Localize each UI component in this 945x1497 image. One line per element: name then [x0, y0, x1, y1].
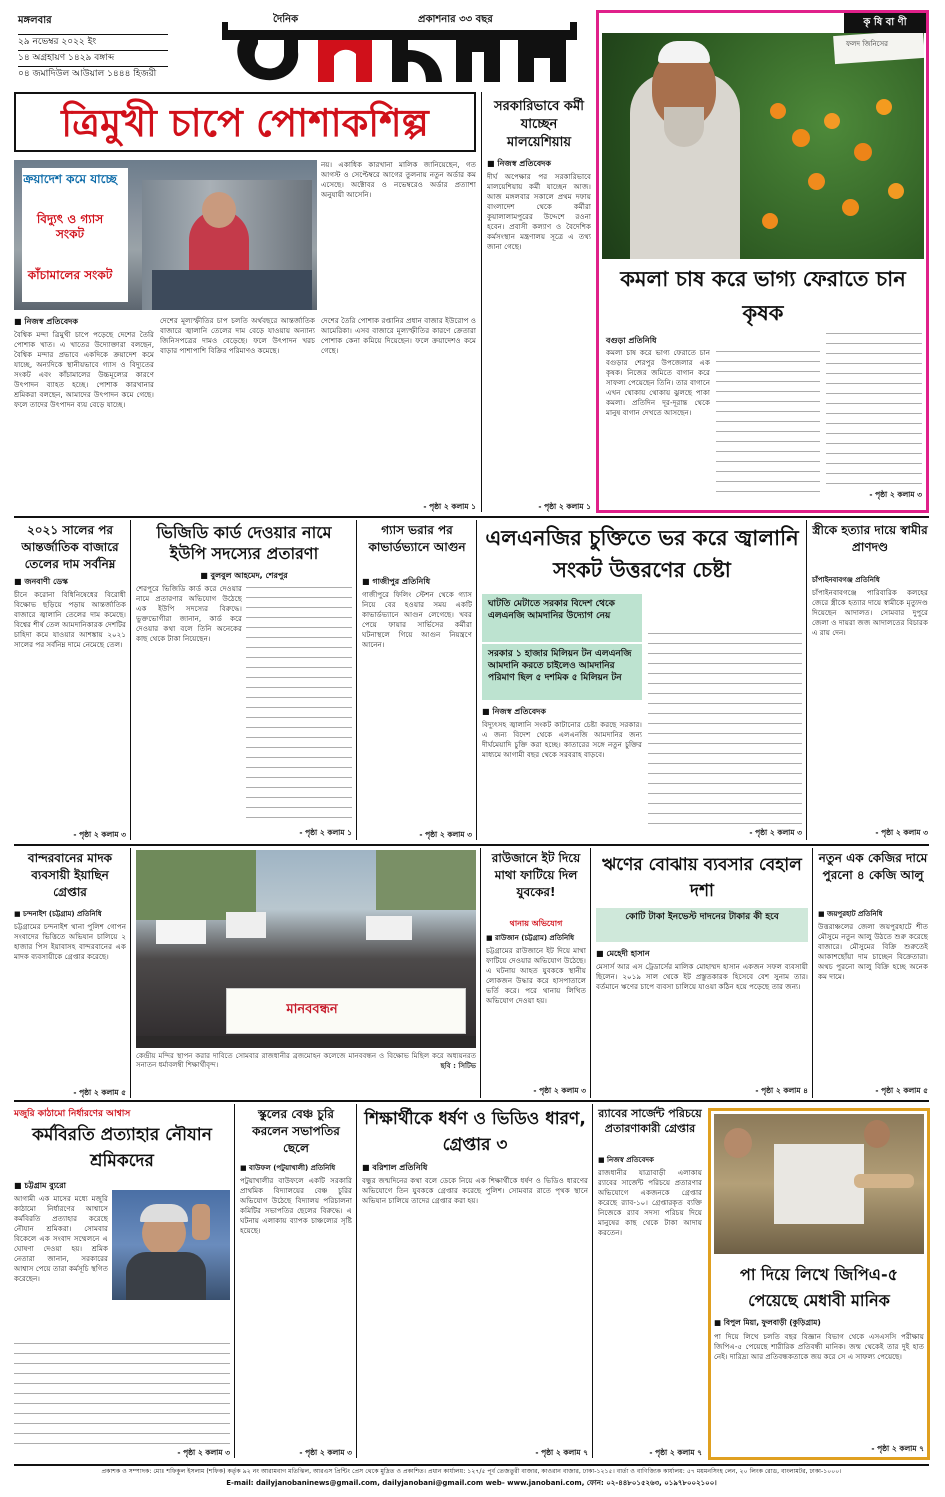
krishi-photo	[602, 33, 924, 259]
masthead-logo-art	[222, 22, 577, 88]
bench-headline: স্কুলের বেঞ্চ চুরি করলেন সভাপতির ছেলে	[252, 1107, 340, 1155]
potato-byline: ■ জয়পুরহাট প্রতিনিধি	[818, 910, 883, 918]
masthead-date-hijri: ০৪ জমাদিউল আউয়াল ১৪৪৪ হিজরী	[18, 69, 157, 79]
strike-photo	[112, 1190, 230, 1300]
lead-text-4: দেশের তৈরি পোশাক রপ্তানির প্রধান বাজার ইউরোপ ও আমেরিকা। এসব বাজারে মূল্যস্ফীতির কারণে ক্রেতারা পোশাক কেনা কমিয়ে দিয়েছেন। ফলে ক্রয়াদেশও কমে গেছে।	[321, 316, 476, 355]
debt-headline: ঋণের বোঝায় ব্যবসার বেহাল দশা	[602, 855, 802, 901]
vgd-headline: ভিজিডি কার্ড দেওয়ার নামে ইউপি সদস্যের প্রতারণা	[156, 523, 332, 563]
potato-text: উত্তরাঞ্চলের জেলা জয়পুরহাটে শীত মৌসুমে নতুন আলু উঠতে শুরু করেছে বাজারে। মৌসুমের বিক্রি শুরুতেই আকাশছোঁয়া দাম চাচ্ছেন বিক্রেতারা। অথচ পুরনো আলু বিক্রি হচ্ছে অনেক কম দামে।	[818, 922, 928, 981]
lng-byline: ■ নিজস্ব প্রতিবেদক	[482, 707, 546, 716]
yaba-byline: ■ চন্দনাইশ (চট্টগ্রাম) প্রতিনিধি	[14, 910, 102, 918]
strike-jump: - পৃষ্ঠা ২ কলাম ৩	[177, 1448, 230, 1457]
krishi-headline: কমলা চাষ করে ভাগ্য ফেরাতে চান কৃষক	[620, 267, 906, 325]
lead-tag-orders: ক্রয়াদেশ কমে যাচ্ছে	[23, 172, 117, 186]
vgd-text-col-2	[246, 584, 352, 824]
raozan-headline: রাউজানে ইট দিয়ে মাথা ফাটিয়ে দিল যুবকের!	[491, 851, 581, 899]
krishi-byline: বগুড়া প্রতিনিধি	[606, 336, 657, 345]
krishi-photo-sign: ফলদ জিনিসের	[846, 40, 888, 48]
lead-jump: - পৃষ্ঠা ২ কলাম ১	[423, 502, 476, 511]
krishi-text-col-2	[716, 348, 820, 498]
oil-jump: - পৃষ্ঠা ২ কলাম ৩	[73, 830, 126, 839]
student-headline: শিক্ষার্থীকে ধর্ষণ ও ভিডিও ধারণ, গ্রেপ্তার ৩	[364, 1109, 586, 1155]
bench-byline: ■ বাউফল (পটুয়াখালী) প্রতিনিধি	[240, 1164, 336, 1172]
oil-text: চীনে করোনা বিধিনিষেধের বিরোধী বিক্ষোভ ছড়িয়ে পড়ায় আন্তর্জাতিক বাজারে জ্বালানি তেলের দাম কমেছে। বিশ্বের শীর্ষ তেল আমদানিকারক দেশটির চাহিদা কমে যাওয়ার আশঙ্কায় ২০২১ সালের পর সর্বনিম্ন দামে নেমেছে তেল।	[14, 590, 126, 649]
gpa-photo	[714, 1114, 924, 1254]
potato-jump: - পৃষ্ঠা ২ কলাম ৫	[875, 1086, 928, 1095]
raozan-jump: - পৃষ্ঠা ২ কলাম ৩	[533, 1086, 586, 1095]
krishi-jump: - পৃষ্ঠা ২ কলাম ৩	[869, 490, 922, 499]
vgd-text: শেরপুরে ভিজিডি কার্ড করে দেওয়ার নামে প্রতারণার অভিযোগ উঠেছে এক ইউপি সদস্যের বিরুদ্ধে। ভুক্তভোগীরা জানান, কার্ড করে দেওয়ার কথা বলে তিনি অনেকের কাছ থেকে টাকা নিয়েছেন।	[136, 584, 242, 643]
student-jump: - পৃষ্ঠা ২ কলাম ৭	[535, 1448, 588, 1457]
masthead-day: মঙ্গলবার	[18, 15, 52, 26]
wife-headline: স্ত্রীকে হত্যার দায়ে স্বামীর প্রাণদণ্ড	[812, 523, 928, 554]
masthead-daily-label: দৈনিক	[273, 14, 299, 25]
lng-box-2	[482, 644, 642, 700]
malaysia-text: দীর্ঘ অপেক্ষার পর সরকারিভাবে মালয়েশিয়ায় কর্মী যাচ্ছেন আজ। আজ মঙ্গলবার সকালে প্রথম দফায় বাংলাদেশ থেকে কর্মীরা কুয়ালালামপুরের উদ্দেশে রওনা হবেন। প্রবাসী কল্যাণ ও বৈদেশিক কর্মসংস্থান মন্ত্রণালয় সূত্রে এ তথ্য জানা গেছে।	[487, 172, 591, 251]
lead-headline: ত্রিমুখী চাপে পোশাকশিল্প	[14, 92, 476, 152]
oil-byline: ■ জনবাণী ডেস্ক	[14, 577, 68, 586]
gas-headline: গ্যাস ভরার পর কাভার্ডভ্যানে আগুন	[368, 523, 466, 554]
lead-tag-power: বিদ্যুৎ ও গ্যাস সংকট	[36, 212, 104, 241]
gpa-text: পা দিয়ে লিখে চলতি বছর বিজ্ঞান বিভাগ থেকে এসএসসি পরীক্ষায় জিপিএ-৫ পেয়েছে শারীরিক প্রতিবন্ধী মানিক। জন্ম থেকেই তার দুই হাত নেই। দারিদ্র্য আর প্রতিবন্ধকতাকে জয় করে সে এ সাফল্য পেয়েছে।	[714, 1332, 924, 1361]
strike-text-col-2	[14, 1340, 230, 1444]
lng-text-col-2	[648, 630, 802, 824]
krishi-text-col-3	[826, 330, 922, 486]
lng-text: বিদ্যুৎসহ জ্বালানি সংকট কাটানোর চেষ্টা করছে সরকার। এ জন্য বিদেশ থেকে এলএনজি আমদানির জন্য দীর্ঘমেয়াদি চুক্তি করা হচ্ছে। কাতারের সঙ্গে নতুন চুক্তির মাধ্যমে আগামী বছর থেকে সরবরাহ বাড়বে।	[482, 720, 642, 759]
gas-byline: ■ গাজীপুর প্রতিনিধি	[362, 577, 431, 586]
strike-text: আগামী এক মাসের মধ্যে মজুরি কাঠামো নির্ধারণের আশ্বাসে কর্মবিরতি প্রত্যাহার করেছে নৌযান শ্রমিকরা। সোমবার বিকেলে এক সংবাদ সম্মেলনে এ ঘোষণা দেওয়া হয়। শ্রমিক নেতারা জানান, সরকারের আশ্বাস পেয়ে তারা কর্মসূচি স্থগিত করেছেন।	[14, 1194, 108, 1283]
malaysia-byline: ■ নিজস্ব প্রতিবেদক	[487, 159, 551, 168]
gas-jump: - পৃষ্ঠা ২ কলাম ৩	[419, 830, 472, 839]
bench-text: পটুয়াখালীর বাউফলে একটি সরকারি প্রাথমিক বিদ্যালয়ের বেঞ্চ চুরির অভিযোগ উঠেছে বিদ্যালয় পরিচালনা কমিটির সভাপতির ছেলের বিরুদ্ধে। এ ঘটনায় এলাকায় ব্যাপক চাঞ্চল্যের সৃষ্টি হয়েছে।	[240, 1176, 352, 1235]
lng-headline: এলএনজির চুক্তিতে ভর করে জ্বালানি সংকট উত্তরণের চেষ্টা	[485, 526, 799, 582]
rab-jump: - পৃষ্ঠা ২ কলাম ৭	[649, 1448, 702, 1457]
strike-kicker: মজুরি কাঠামো নির্ধারণের আশ্বাস	[14, 1109, 131, 1119]
masthead-date-bn: ১৪ অগ্রহায়ণ ১৪২৯ বঙ্গাব্দ	[18, 53, 115, 63]
debt-byline: ■ মেহেদী হাসান	[596, 949, 650, 958]
lead-tag-materials: কাঁচামালের সংকট	[27, 268, 113, 282]
masthead-date-en: ২৯ নভেম্বর ২০২২ ইং	[18, 37, 97, 47]
lead-byline: ■ নিজস্ব প্রতিবেদক	[14, 317, 78, 326]
malaysia-headline: সরকারিভাবে কর্মী যাচ্ছেন মালয়েশিয়ায়	[494, 99, 584, 150]
masthead-logo	[222, 22, 577, 88]
potato-headline: নতুন এক কেজির দামে পুরনো ৪ কেজি আলু	[818, 851, 928, 882]
yaba-text: চট্টগ্রামের চন্দনাইশ থানা পুলিশ গোপন সংবাদের ভিত্তিতে অভিযান চালিয়ে ২ হাজার পিস ইয়াবাসহ বান্দরবানের এক মাদক ব্যবসায়ীকে গ্রেপ্তার করেছে।	[14, 922, 126, 961]
masthead-date-block	[18, 14, 168, 79]
wife-byline: চাঁপাইনবাবগঞ্জ প্রতিনিধি	[812, 576, 880, 584]
yaba-jump: - পৃষ্ঠা ২ কলাম ৫	[73, 1088, 126, 1097]
lng-box-2-text: সরকার ১ হাজার মিলিয়ন টন এলএনজি আমদানি করতে চাইলেও আমদানির পরিমাণ ছিল ৫ দশমিক ৫ মিলিয়ন টন	[488, 649, 632, 683]
debt-text: মেসার্স আর এস ট্রেডার্সের মালিক মোহাম্মদ হাসান একজন সফল ব্যবসায়ী ছিলেন। ২০১৯ সাল থেকে ইট প্রস্তুতকারক হিসেবে বেশ সুনাম তার। বর্তমানে ঋণের চাপে ব্যবসা চালিয়ে যাওয়া কঠিন হয়ে পড়েছে তার জন্য।	[596, 962, 808, 991]
rab-byline: ■ নিজস্ব প্রতিবেদক	[598, 1156, 654, 1164]
lng-box-1-text: ঘাটতি মেটাতে সরকার বিদেশ থেকে এলএনজি আমদানির উদ্যোগ নেয়	[488, 599, 615, 621]
raozan-byline: ■ রাউজান (চট্টগ্রাম) প্রতিনিধি	[486, 934, 575, 942]
raozan-text: চট্টগ্রামের রাউজানে ইট দিয়ে মাথা ফাটিয়ে দেওয়ার অভিযোগ উঠেছে। এ ঘটনায় আহত যুবককে স্থানীয় লোকজন উদ্ধার করে হাসপাতালে ভর্তি করে। পরে থানায় লিখিত অভিযোগ দেওয়া হয়।	[486, 946, 586, 1005]
raozan-kicker: থানায় অভিযোগ	[509, 919, 563, 928]
gpa-jump: - পৃষ্ঠা ২ কলাম ৭	[871, 1444, 924, 1453]
student-byline: ■ বরিশাল প্রতিনিধি	[362, 1163, 428, 1172]
masthead-anniversary: প্রকাশনার ৩৩ বছর	[418, 14, 493, 25]
bench-jump: - পৃষ্ঠা ২ কলাম ৩	[299, 1448, 352, 1457]
footer-contact: E-mail: dailyjanobaninews@gmail.com, dailyjanobani@gmail.com web- www.janobani.com, ফোন: ০২-৪৪৮০১৫২৬৩, ০১৯৭৮০০২১০০।	[226, 1479, 717, 1487]
yaba-headline: বান্দরবানের মাদক ব্যবসায়ী ইয়াছিন গ্রেপ্তার	[27, 851, 113, 899]
gpa-byline: ■ বিপুল মিয়া, ফুলবাড়ী (কুড়িগ্রাম)	[714, 1318, 821, 1327]
vgd-jump: - পৃষ্ঠা ২ কলাম ১	[299, 828, 352, 837]
student-text: বন্ধুর জন্মদিনের কথা বলে ডেকে নিয়ে এক শিক্ষার্থীকে ধর্ষণ ও ভিডিও ধারণের অভিযোগে তিন যুবককে গ্রেপ্তার করেছে পুলিশ। সোমবার রাতে পৃথক স্থানে অভিযান চালিয়ে তাদের গ্রেপ্তার করা হয়।	[362, 1176, 588, 1205]
rally-caption: কেন্দ্রীয় মন্দির স্থাপন করার দাবিতে সোমবার রাজধানীর ব্রজমোহন কলেজে মানববন্ধন ও বিক্ষোভ মিছিল করে অধ্যয়নরত সনাতন ধর্মাবলম্বী শিক্ষার্থীবৃন্দ।	[136, 1052, 476, 1069]
krishi-text: কমলা চাষ করে ভাগ্য ফেরাতে চান বগুড়ার শেরপুর উপজেলার এক কৃষক। নিজের জমিতে বাগান করে সাফল্য পেয়েছেন তিনি। তার বাগানে এখন থোকায় থোকায় ঝুলছে পাকা কমলা। প্রতিদিন দূর-দূরান্ত থেকে মানুষ বাগান দেখতে আসছেন।	[606, 348, 710, 417]
debt-jump: - পৃষ্ঠা ২ কলাম ৪	[755, 1086, 808, 1095]
strike-headline: কর্মবিরতি প্রত্যাহার নৌযান শ্রমিকদের	[32, 1125, 212, 1171]
debt-sub	[596, 908, 808, 942]
lng-jump: - পৃষ্ঠা ২ কলাম ৩	[749, 828, 802, 837]
rab-text: রাজধানীর যাত্রাবাড়ী এলাকায় র‍্যাবের সার্জেন্ট পরিচয়ে প্রতারণার অভিযোগে একজনকে গ্রেপ্তার করেছে র‍্যাব-১০। গ্রেপ্তারকৃত ব্যক্তি নিজেকে র‍্যাব সদস্য পরিচয় দিয়ে মানুষের কাছ থেকে টাকা আদায় করতেন।	[598, 1168, 702, 1237]
oil-headline: ২০২১ সালের পর আন্তর্জাতিক বাজারে তেলের দাম সর্বনিম্ন	[21, 523, 119, 571]
vgd-byline: ■ বুলবুল আহমেদ, শেরপুর	[200, 571, 288, 580]
rab-headline: র‍্যাবের সার্জেন্ট পরিচয়ে প্রতারণাকারী গ্রেপ্তার	[598, 1107, 702, 1135]
lead-text-1: বৈশ্বিক মন্দা ত্রিমুখী চাপে পড়েছে দেশের তৈরি পোশাক খাত। এ খাতের উদ্যোক্তারা বলছেন, বৈশ্বিক মন্দার প্রভাবে একদিকে ক্রয়াদেশ কমে যাচ্ছে, অন্যদিকে স্থানীয়ভাবে গ্যাস ও বিদ্যুতের সংকট এবং কাঁচামালের উচ্চমূল্যের কারণে উৎপাদন ব্যাহত হচ্ছে। পোশাক কারখানার শ্রমিকরা বলছেন, আমাদের উৎপাদন কমে গেছে। ফলে তাদের উৎপাদন ব্যয় বেড়ে যাচ্ছে।	[14, 330, 154, 409]
gas-text: গাজীপুরে ফিলিং স্টেশন থেকে গ্যাস নিয়ে বের হওয়ার সময় একটি কাভার্ডভ্যানে আগুন লেগেছে। খবর পেয়ে ফায়ার সার্ভিসের কর্মীরা ঘটনাস্থলে গিয়ে আগুন নিয়ন্ত্রণে আনেন।	[362, 590, 472, 649]
rally-banner-text: মানববন্ধন	[286, 1002, 338, 1017]
krishi-section-label: কৃ ষি বা ণী	[844, 13, 926, 33]
rally-photo-credit: ছবি : সিটিভ	[440, 1062, 476, 1070]
gpa-headline: পা দিয়ে লিখে জিপিএ-৫ পেয়েছে মেধাবী মানিক	[739, 1265, 898, 1310]
malaysia-jump: - পৃষ্ঠা ২ কলাম ১	[538, 502, 591, 511]
strike-byline: ■ চট্টগ্রাম ব্যুরো	[14, 1181, 66, 1190]
footer-imprint: প্রকাশক ও সম্পাদক: মোঃ শফিকুল ইসলাম (শফিক) কর্তৃক ৯২ নং আরামবাগ মতিঝিল, আরএস প্রিন্টিং প্রেস থেকে মুদ্রিত ও প্রকাশিত। প্রধান কার্যালয়: ১২৭/৫ পূর্ব তেজতুরী বাজার, কাওরান বাজার, ঢাকা-১২১৫। বার্তা ও বাণিজ্যিক কার্যালয়: ৫৭ ময়মনসিংহ লেন, ২০ লিংক রোড, বাংলামটর, ঢাকা-১০০০।	[101, 1468, 842, 1475]
wife-text: চাঁপাইনবাবগঞ্জে পারিবারিক কলহের জেরে স্ত্রীকে হত্যার দায়ে স্বামীকে মৃত্যুদণ্ড দিয়েছেন আদালত। সোমবার দুপুরে জেলা ও দায়রা জজ আদালতের বিচারক এ রায় দেন।	[812, 588, 928, 637]
lead-text-2: দেশের মূল্যস্ফীতির চাপ চলতি অর্থবছরে আন্তর্জাতিক বাজারে জ্বালানি তেলের দাম বেড়ে যাওয়ায় অন্যান্য জিনিসপত্রের দামও বেড়েছে। ফলে উৎপাদন খরচ বাড়ার পাশাপাশি বিক্রির পরিমাণও কমেছে।	[160, 316, 315, 355]
debt-sub-text: কোটি টাকা ইনভেস্ট দাদনের টাকার কী হবে	[625, 912, 779, 922]
lng-box-1	[482, 594, 642, 642]
lead-text-3: নয়। একাধিক কারখানা মালিক জানিয়েছেন, গত আগস্ট ও সেপ্টেম্বরে আগের তুলনায় নতুন অর্ডার কম এসেছে। অক্টোবর ও নভেম্বরেও অর্ডার প্রত্যাশা অনুযায়ী আসেনি।	[321, 160, 476, 199]
wife-jump: - পৃষ্ঠা ২ কলাম ৩	[875, 828, 928, 837]
